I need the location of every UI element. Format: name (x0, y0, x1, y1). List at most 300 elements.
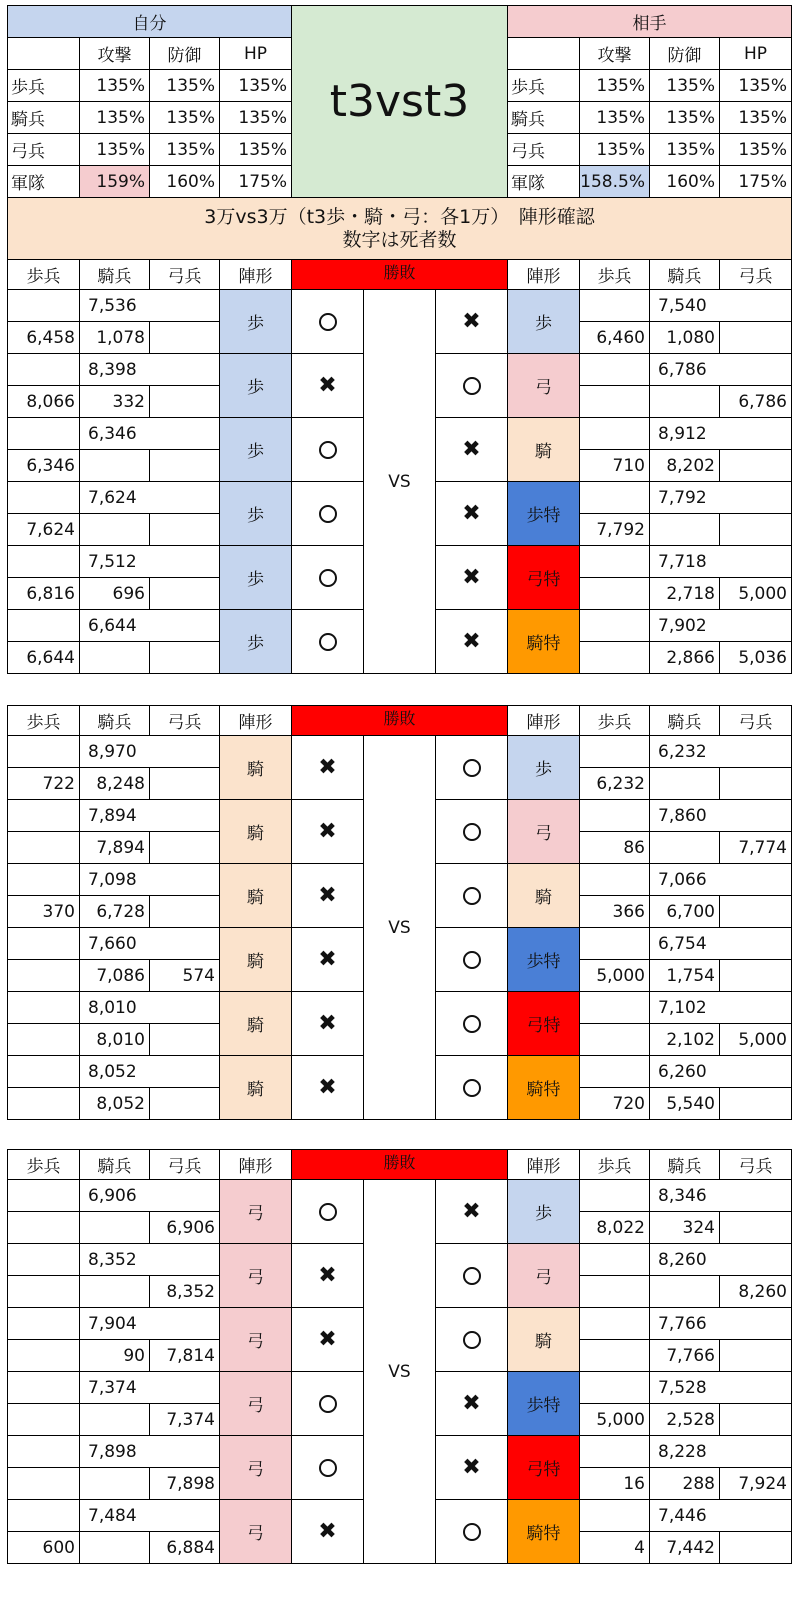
self-archer-losses (149, 321, 220, 354)
self-blank (7, 863, 80, 896)
cross-icon: ✖ (318, 1519, 337, 1544)
opponent-infantry-losses: 16 (579, 1467, 650, 1500)
self-cavalry-losses: 6,728 (79, 895, 150, 928)
self-header-attack: 攻撃 (79, 37, 150, 70)
self-stat-hp: 175% (219, 165, 292, 198)
opponent-cavalry-losses: 5,540 (649, 1087, 720, 1120)
opponent-result (435, 1243, 508, 1308)
self-formation: 騎 (219, 1055, 292, 1120)
opponent-result (435, 289, 508, 354)
cross-icon: ✖ (462, 309, 481, 334)
self-cavalry-losses: 8,052 (79, 1087, 150, 1120)
opponent-blank (579, 1055, 650, 1088)
cross-icon: ✖ (318, 883, 337, 908)
opponent-infantry-losses: 86 (579, 831, 650, 864)
self-result (291, 1307, 364, 1372)
cross-icon: ✖ (318, 1263, 337, 1288)
col-header-archer: 弓兵 (149, 705, 220, 736)
self-infantry-losses: 6,346 (7, 449, 80, 482)
self-archer-losses (149, 641, 220, 674)
self-formation: 歩 (219, 353, 292, 418)
opponent-formation: 歩特 (507, 481, 580, 546)
self-result (291, 1371, 364, 1436)
opponent-archer-losses (719, 449, 792, 482)
self-stat-attack: 135% (79, 133, 150, 166)
self-archer-losses (149, 449, 220, 482)
opponent-blank (579, 863, 650, 896)
self-formation: 歩 (219, 545, 292, 610)
opponent-archer-losses (719, 895, 792, 928)
self-blank (7, 545, 80, 578)
opponent-stat-hp: 135% (719, 133, 792, 166)
self-formation: 弓 (219, 1243, 292, 1308)
opponent-blank (579, 545, 650, 578)
opponent-formation: 歩特 (507, 1371, 580, 1436)
opponent-formation: 歩 (507, 1179, 580, 1244)
self-infantry-losses: 600 (7, 1531, 80, 1564)
self-stat-attack: 135% (79, 69, 150, 102)
opponent-result (435, 353, 508, 418)
opponent-total-losses: 7,792 (649, 481, 792, 514)
self-cavalry-losses (79, 1211, 150, 1244)
self-archer-losses (149, 895, 220, 928)
col-header-archer-opp: 弓兵 (719, 705, 792, 736)
self-total-losses: 8,352 (79, 1243, 220, 1276)
self-formation: 歩 (219, 481, 292, 546)
self-cavalry-losses (79, 1467, 150, 1500)
vs-label: VS (363, 1179, 436, 1564)
opponent-formation: 歩 (507, 735, 580, 800)
opponent-total-losses: 7,528 (649, 1371, 792, 1404)
opponent-infantry-losses (579, 641, 650, 674)
opponent-archer-losses: 5,036 (719, 641, 792, 674)
opponent-archer-losses (719, 321, 792, 354)
self-formation: 騎 (219, 863, 292, 928)
self-archer-losses (149, 577, 220, 610)
self-total-losses: 7,098 (79, 863, 220, 896)
opponent-result (435, 1371, 508, 1436)
self-result (291, 481, 364, 546)
opponent-formation: 騎 (507, 417, 580, 482)
circle-icon (463, 951, 481, 969)
self-infantry-losses (7, 1211, 80, 1244)
self-formation: 歩 (219, 417, 292, 482)
opponent-infantry-losses: 720 (579, 1087, 650, 1120)
opponent-total-losses: 8,912 (649, 417, 792, 450)
opponent-infantry-losses (579, 385, 650, 418)
col-header-archer: 弓兵 (149, 1149, 220, 1180)
col-header-archer-opp: 弓兵 (719, 259, 792, 290)
self-total-losses: 7,904 (79, 1307, 220, 1340)
opponent-cavalry-losses (649, 513, 720, 546)
self-result (291, 545, 364, 610)
self-result (291, 863, 364, 928)
opponent-cavalry-losses: 2,102 (649, 1023, 720, 1056)
self-cavalry-losses: 696 (79, 577, 150, 610)
page-title: t3vst3 (291, 5, 508, 198)
self-cavalry-losses: 8,010 (79, 1023, 150, 1056)
self-formation: 弓 (219, 1371, 292, 1436)
opponent-result (435, 1435, 508, 1500)
opponent-result (435, 1055, 508, 1120)
vs-label: VS (363, 289, 436, 674)
self-stat-defense: 135% (149, 101, 220, 134)
self-archer-losses: 6,884 (149, 1531, 220, 1564)
col-header-infantry-opp: 歩兵 (579, 1149, 650, 1180)
opponent-formation: 弓 (507, 799, 580, 864)
opponent-archer-losses (719, 1339, 792, 1372)
opponent-blank (579, 1435, 650, 1468)
circle-icon (463, 1079, 481, 1097)
self-total-losses: 7,374 (79, 1371, 220, 1404)
opponent-stat-hp: 135% (719, 69, 792, 102)
opponent-archer-losses (719, 767, 792, 800)
opponent-total-losses: 6,232 (649, 735, 792, 768)
opponent-total-losses: 8,228 (649, 1435, 792, 1468)
self-stat-hp: 135% (219, 133, 292, 166)
cross-icon: ✖ (318, 1075, 337, 1100)
self-cavalry-losses (79, 641, 150, 674)
circle-icon (463, 1523, 481, 1541)
col-header-formation: 陣形 (219, 705, 292, 736)
self-blank (7, 1499, 80, 1532)
circle-icon (463, 1267, 481, 1285)
cross-icon: ✖ (318, 819, 337, 844)
cross-icon: ✖ (462, 1455, 481, 1480)
self-blank (7, 799, 80, 832)
self-header-defense: 防御 (149, 37, 220, 70)
circle-icon (463, 1015, 481, 1033)
self-infantry-losses: 7,624 (7, 513, 80, 546)
self-stat-unit: 歩兵 (7, 69, 80, 102)
self-blank (7, 927, 80, 960)
cross-icon: ✖ (318, 947, 337, 972)
opponent-formation: 弓 (507, 1243, 580, 1308)
self-archer-losses (149, 831, 220, 864)
col-header-result: 勝敗 (291, 1149, 508, 1180)
opponent-cavalry-losses: 7,442 (649, 1531, 720, 1564)
self-stat-unit: 弓兵 (7, 133, 80, 166)
self-stat-unit: 軍隊 (7, 165, 80, 198)
circle-icon (319, 569, 337, 587)
opponent-stat-attack: 158.5% (579, 165, 650, 198)
circle-icon (319, 1395, 337, 1413)
opponent-archer-losses: 7,924 (719, 1467, 792, 1500)
self-cavalry-losses: 90 (79, 1339, 150, 1372)
opponent-total-losses: 7,066 (649, 863, 792, 896)
opponent-cavalry-losses: 2,866 (649, 641, 720, 674)
opponent-result (435, 863, 508, 928)
col-header-cavalry-opp: 騎兵 (649, 1149, 720, 1180)
banner-line-2: 数字は死者数 (342, 228, 457, 251)
self-blank (7, 1371, 80, 1404)
self-cavalry-losses: 1,078 (79, 321, 150, 354)
opponent-infantry-losses: 5,000 (579, 1403, 650, 1436)
opponent-result (435, 1307, 508, 1372)
opponent-archer-losses (719, 959, 792, 992)
self-result (291, 1179, 364, 1244)
self-stat-defense: 160% (149, 165, 220, 198)
opponent-cavalry-losses: 1,080 (649, 321, 720, 354)
opponent-total-losses: 6,786 (649, 353, 792, 386)
col-header-infantry: 歩兵 (7, 705, 80, 736)
circle-icon (319, 1203, 337, 1221)
cross-icon: ✖ (318, 1011, 337, 1036)
self-blank (7, 481, 80, 514)
col-header-archer: 弓兵 (149, 259, 220, 290)
opponent-blank (579, 289, 650, 322)
opponent-cavalry-losses (649, 767, 720, 800)
self-result (291, 1055, 364, 1120)
opponent-total-losses: 7,718 (649, 545, 792, 578)
opponent-total-losses: 7,902 (649, 609, 792, 642)
opponent-infantry-losses: 6,460 (579, 321, 650, 354)
opponent-infantry-losses (579, 1023, 650, 1056)
self-infantry-losses: 6,644 (7, 641, 80, 674)
self-formation: 弓 (219, 1179, 292, 1244)
opponent-result (435, 1499, 508, 1564)
opponent-cavalry-losses: 1,754 (649, 959, 720, 992)
opponent-formation: 騎特 (507, 1499, 580, 1564)
col-header-formation: 陣形 (219, 1149, 292, 1180)
self-result (291, 1499, 364, 1564)
opponent-archer-losses: 7,774 (719, 831, 792, 864)
opponent-formation: 弓特 (507, 545, 580, 610)
col-header-formation-opp: 陣形 (507, 259, 580, 290)
self-total-losses: 8,052 (79, 1055, 220, 1088)
opponent-stat-unit: 軍隊 (507, 165, 580, 198)
self-blank (7, 735, 80, 768)
opponent-archer-losses (719, 513, 792, 546)
self-blank (7, 417, 80, 450)
vs-label: VS (363, 735, 436, 1120)
opponent-result (435, 799, 508, 864)
self-stat-unit: 騎兵 (7, 101, 80, 134)
opponent-formation: 弓特 (507, 991, 580, 1056)
opponent-cavalry-losses (649, 831, 720, 864)
self-stat-defense: 135% (149, 69, 220, 102)
self-formation: 騎 (219, 927, 292, 992)
self-blank (7, 1435, 80, 1468)
self-archer-losses (149, 767, 220, 800)
opponent-total-losses: 7,102 (649, 991, 792, 1024)
opponent-total-losses: 7,540 (649, 289, 792, 322)
cross-icon: ✖ (318, 755, 337, 780)
self-infantry-losses (7, 1467, 80, 1500)
self-formation: 歩 (219, 289, 292, 354)
opponent-infantry-losses (579, 1339, 650, 1372)
opponent-total-losses: 7,446 (649, 1499, 792, 1532)
opponent-header-defense: 防御 (649, 37, 720, 70)
self-archer-losses: 574 (149, 959, 220, 992)
opponent-formation: 騎 (507, 1307, 580, 1372)
self-result (291, 1243, 364, 1308)
self-archer-losses: 7,814 (149, 1339, 220, 1372)
self-archer-losses (149, 1087, 220, 1120)
opponent-total-losses: 6,260 (649, 1055, 792, 1088)
self-cavalry-losses (79, 449, 150, 482)
self-infantry-losses: 370 (7, 895, 80, 928)
opponent-blank (579, 609, 650, 642)
opponent-stat-attack: 135% (579, 69, 650, 102)
opponent-result (435, 417, 508, 482)
self-infantry-losses (7, 1023, 80, 1056)
col-header-infantry-opp: 歩兵 (579, 259, 650, 290)
opponent-formation: 騎特 (507, 609, 580, 674)
self-total-losses: 7,660 (79, 927, 220, 960)
self-result (291, 991, 364, 1056)
self-stat-attack: 135% (79, 101, 150, 134)
cross-icon: ✖ (318, 1327, 337, 1352)
self-total-losses: 7,894 (79, 799, 220, 832)
opponent-archer-losses (719, 1403, 792, 1436)
opponent-formation: 歩特 (507, 927, 580, 992)
col-header-archer-opp: 弓兵 (719, 1149, 792, 1180)
self-result (291, 609, 364, 674)
opponent-result (435, 735, 508, 800)
circle-icon (319, 633, 337, 651)
opponent-result (435, 1179, 508, 1244)
opponent-archer-losses: 5,000 (719, 1023, 792, 1056)
self-archer-losses: 7,374 (149, 1403, 220, 1436)
circle-icon (319, 1459, 337, 1477)
self-formation: 歩 (219, 609, 292, 674)
opponent-cavalry-losses: 8,202 (649, 449, 720, 482)
self-total-losses: 6,644 (79, 609, 220, 642)
self-formation: 弓 (219, 1307, 292, 1372)
self-cavalry-losses (79, 1531, 150, 1564)
opponent-cavalry-losses: 7,766 (649, 1339, 720, 1372)
self-infantry-losses (7, 959, 80, 992)
opponent-blank (579, 481, 650, 514)
self-infantry-losses: 722 (7, 767, 80, 800)
opponent-cavalry-losses: 2,718 (649, 577, 720, 610)
opponent-total-losses: 8,346 (649, 1179, 792, 1212)
self-total-losses: 7,484 (79, 1499, 220, 1532)
self-blank (7, 353, 80, 386)
opponent-formation: 騎 (507, 863, 580, 928)
self-label: 自分 (7, 5, 292, 38)
opponent-stat-unit: 弓兵 (507, 133, 580, 166)
self-archer-losses: 7,898 (149, 1467, 220, 1500)
opponent-cavalry-losses (649, 385, 720, 418)
opponent-total-losses: 6,754 (649, 927, 792, 960)
circle-icon (319, 505, 337, 523)
self-total-losses: 7,624 (79, 481, 220, 514)
self-result (291, 799, 364, 864)
opponent-stat-unit: 騎兵 (507, 101, 580, 134)
opponent-cavalry-losses: 6,700 (649, 895, 720, 928)
self-total-losses: 7,512 (79, 545, 220, 578)
col-header-formation-opp: 陣形 (507, 1149, 580, 1180)
cross-icon: ✖ (318, 373, 337, 398)
opponent-blank (579, 353, 650, 386)
self-infantry-losses: 6,816 (7, 577, 80, 610)
opponent-blank (579, 1179, 650, 1212)
self-total-losses: 6,346 (79, 417, 220, 450)
opponent-stat-defense: 135% (649, 133, 720, 166)
self-result (291, 289, 364, 354)
opponent-label: 相手 (507, 5, 792, 38)
self-stat-defense: 135% (149, 133, 220, 166)
opponent-blank (579, 991, 650, 1024)
opponent-result (435, 991, 508, 1056)
opponent-formation: 弓特 (507, 1435, 580, 1500)
self-result (291, 1435, 364, 1500)
self-blank (7, 1179, 80, 1212)
self-infantry-losses (7, 1087, 80, 1120)
opponent-archer-losses: 5,000 (719, 577, 792, 610)
col-header-formation: 陣形 (219, 259, 292, 290)
self-total-losses: 8,970 (79, 735, 220, 768)
col-header-formation-opp: 陣形 (507, 705, 580, 736)
circle-icon (463, 1331, 481, 1349)
opponent-stat-defense: 135% (649, 69, 720, 102)
cross-icon: ✖ (462, 565, 481, 590)
opponent-header-hp: HP (719, 37, 792, 70)
opponent-archer-losses: 6,786 (719, 385, 792, 418)
col-header-infantry: 歩兵 (7, 259, 80, 290)
opponent-header-attack: 攻撃 (579, 37, 650, 70)
opponent-blank (579, 1499, 650, 1532)
self-cavalry-losses (79, 513, 150, 546)
opponent-infantry-losses: 366 (579, 895, 650, 928)
col-header-result: 勝敗 (291, 705, 508, 736)
self-archer-losses (149, 385, 220, 418)
self-infantry-losses (7, 1339, 80, 1372)
opponent-cavalry-losses: 288 (649, 1467, 720, 1500)
circle-icon (463, 823, 481, 841)
self-result (291, 353, 364, 418)
self-blank (7, 991, 80, 1024)
opponent-total-losses: 7,766 (649, 1307, 792, 1340)
self-infantry-losses (7, 1275, 80, 1308)
opponent-infantry-losses: 4 (579, 1531, 650, 1564)
self-cavalry-losses: 7,894 (79, 831, 150, 864)
opponent-stat-hp: 175% (719, 165, 792, 198)
col-header-cavalry: 騎兵 (79, 1149, 150, 1180)
opponent-blank (579, 735, 650, 768)
opponent-archer-losses: 8,260 (719, 1275, 792, 1308)
self-formation: 弓 (219, 1435, 292, 1500)
opponent-formation: 弓 (507, 353, 580, 418)
opponent-total-losses: 8,260 (649, 1243, 792, 1276)
self-blank (7, 1307, 80, 1340)
col-header-result: 勝敗 (291, 259, 508, 290)
self-result (291, 927, 364, 992)
opponent-infantry-losses: 5,000 (579, 959, 650, 992)
self-cavalry-losses: 8,248 (79, 767, 150, 800)
opponent-stat-defense: 160% (649, 165, 720, 198)
self-archer-losses (149, 1023, 220, 1056)
opponent-infantry-losses: 7,792 (579, 513, 650, 546)
cross-icon: ✖ (462, 1391, 481, 1416)
self-blank (7, 289, 80, 322)
opponent-blank (579, 417, 650, 450)
self-header-blank (7, 37, 80, 70)
self-formation: 騎 (219, 991, 292, 1056)
self-blank (7, 1055, 80, 1088)
self-formation: 弓 (219, 1499, 292, 1564)
self-stat-hp: 135% (219, 101, 292, 134)
opponent-infantry-losses: 8,022 (579, 1211, 650, 1244)
col-header-cavalry: 騎兵 (79, 259, 150, 290)
self-infantry-losses (7, 831, 80, 864)
cross-icon: ✖ (462, 501, 481, 526)
self-total-losses: 7,536 (79, 289, 220, 322)
cross-icon: ✖ (462, 1199, 481, 1224)
opponent-cavalry-losses: 324 (649, 1211, 720, 1244)
